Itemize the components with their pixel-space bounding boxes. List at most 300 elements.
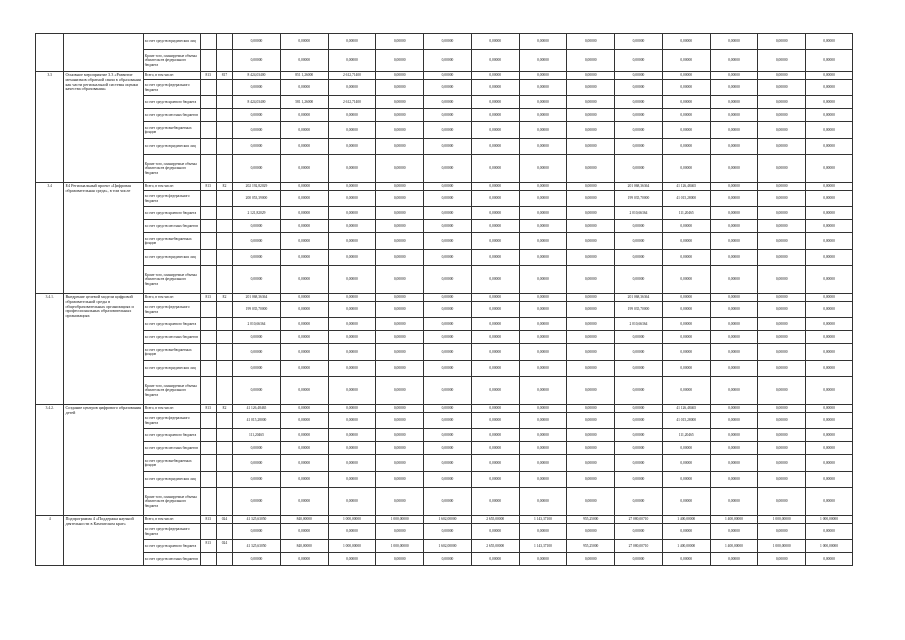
amount-cell: 1 602,00000 xyxy=(424,540,472,553)
amount-cell: 0,00000 xyxy=(806,302,853,318)
funding-source-cell: за счет средств местных бюджетов xyxy=(143,220,200,233)
amount-cell: 0,00000 xyxy=(710,455,758,472)
code-cell: Е2 xyxy=(216,294,232,302)
amount-cell: 0,00000 xyxy=(376,155,424,183)
code-cell xyxy=(200,361,216,377)
amount-cell: 0,00000 xyxy=(519,183,567,191)
amount-cell: 0,00000 xyxy=(280,266,328,294)
amount-cell: 0,00000 xyxy=(806,266,853,294)
amount-cell: 0,00000 xyxy=(376,429,424,442)
amount-cell: 111,20465 xyxy=(233,429,281,442)
table-row xyxy=(36,96,853,109)
amount-cell: 1 400,00000 xyxy=(710,540,758,553)
funding-source-cell: Кроме того, планируемые объемы обязательств федерального бюджета xyxy=(143,488,200,516)
code-cell xyxy=(216,377,232,405)
code-cell xyxy=(216,50,232,72)
funding-source-cell: за счет средств местных бюджетов xyxy=(143,331,200,344)
amount-cell: 0,00000 xyxy=(806,183,853,191)
amount-cell: 840,00000 xyxy=(280,516,328,524)
code-cell xyxy=(216,233,232,250)
amount-cell: 0,00000 xyxy=(710,472,758,488)
code-cell xyxy=(200,96,216,109)
amount-cell: 0,00000 xyxy=(328,183,376,191)
amount-cell: 201 068,36364 xyxy=(615,294,663,302)
amount-cell: 0,00000 xyxy=(519,524,567,540)
amount-cell: 1 000,00000 xyxy=(376,540,424,553)
amount-cell: 0,00000 xyxy=(328,361,376,377)
amount-cell: 0,00000 xyxy=(280,344,328,361)
amount-cell: 0,00000 xyxy=(280,331,328,344)
code-cell xyxy=(216,331,232,344)
funding-source-cell: за счет средств юридических лиц xyxy=(143,34,200,50)
amount-cell: 0,00000 xyxy=(662,472,710,488)
amount-cell: 0,00000 xyxy=(519,488,567,516)
table-row xyxy=(36,488,853,516)
amount-cell: 0,00000 xyxy=(328,122,376,139)
amount-cell: 0,00000 xyxy=(233,155,281,183)
code-cell: 813 xyxy=(200,294,216,302)
amount-cell: 0,00000 xyxy=(567,155,615,183)
amount-cell: 0,00000 xyxy=(710,139,758,155)
code-cell xyxy=(216,488,232,516)
table-row xyxy=(36,553,853,566)
funding-source-cell: за счет средств местных бюджетов xyxy=(143,109,200,122)
amount-cell: 0,00000 xyxy=(519,429,567,442)
amount-cell: 0,00000 xyxy=(567,122,615,139)
amount-cell: 0,00000 xyxy=(280,34,328,50)
amount-cell: 0,00000 xyxy=(280,553,328,566)
amount-cell: 1 143,37100 xyxy=(519,516,567,524)
amount-cell: 0,00000 xyxy=(662,344,710,361)
code-cell xyxy=(216,191,232,207)
amount-cell: 0,00000 xyxy=(471,331,519,344)
amount-cell: 0,00000 xyxy=(424,155,472,183)
table-row xyxy=(36,266,853,294)
amount-cell: 0,00000 xyxy=(471,413,519,429)
amount-cell: 0,00000 xyxy=(376,183,424,191)
amount-cell: 0,00000 xyxy=(328,553,376,566)
code-cell xyxy=(200,553,216,566)
amount-cell: 0,00000 xyxy=(567,191,615,207)
amount-cell: 0,00000 xyxy=(567,488,615,516)
amount-cell: 0,00000 xyxy=(806,34,853,50)
code-cell: 813 xyxy=(200,516,216,524)
amount-cell: 0,00000 xyxy=(615,233,663,250)
amount-cell: 0,00000 xyxy=(280,442,328,455)
budget-table xyxy=(35,33,853,566)
amount-cell: 0,00000 xyxy=(328,405,376,413)
amount-cell: 0,00000 xyxy=(280,80,328,96)
amount-cell: 0,00000 xyxy=(758,302,806,318)
amount-cell: 0,00000 xyxy=(567,34,615,50)
amount-cell: 0,00000 xyxy=(519,207,567,220)
amount-cell: 0,00000 xyxy=(519,472,567,488)
amount-cell: 0,00000 xyxy=(806,294,853,302)
amount-cell: 0,00000 xyxy=(806,96,853,109)
amount-cell: 0,00000 xyxy=(615,488,663,516)
amount-cell: 0,00000 xyxy=(662,96,710,109)
amount-cell: 0,00000 xyxy=(615,266,663,294)
amount-cell: 0,00000 xyxy=(710,220,758,233)
amount-cell: 0,00000 xyxy=(519,442,567,455)
amount-cell: 27 080,00710 xyxy=(615,540,663,553)
amount-cell: 0,00000 xyxy=(519,139,567,155)
amount-cell: 0,00000 xyxy=(376,302,424,318)
amount-cell: 1 000,00000 xyxy=(328,516,376,524)
amount-cell: 0,00000 xyxy=(280,455,328,472)
amount-cell: 0,00000 xyxy=(758,155,806,183)
program-name-cell: Основное мероприятие 3.3 «Развитие механизмов обратной связи в образовании как части региональной системы оценки качества образования» xyxy=(64,72,143,183)
amount-cell: 0,00000 xyxy=(710,96,758,109)
amount-cell: 0,00000 xyxy=(424,361,472,377)
funding-source-cell: за счет средств федерального бюджета xyxy=(143,191,200,207)
code-cell xyxy=(200,50,216,72)
amount-cell: 0,00000 xyxy=(806,413,853,429)
amount-cell: 0,00000 xyxy=(376,122,424,139)
funding-source-cell: за счет средств краевого бюджета xyxy=(143,96,200,109)
amount-cell: 0,00000 xyxy=(519,553,567,566)
amount-cell: 0,00000 xyxy=(662,488,710,516)
table-row xyxy=(36,429,853,442)
amount-cell: 0,00000 xyxy=(280,250,328,266)
amount-cell: 201 068,36364 xyxy=(615,183,663,191)
amount-cell: 202 192,82029 xyxy=(233,183,281,191)
amount-cell: 0,00000 xyxy=(615,122,663,139)
funding-source-cell: Кроме того, планируемые объемы обязательств федерального бюджета xyxy=(143,50,200,72)
amount-cell: 2 612,71400 xyxy=(328,72,376,80)
amount-cell: 0,00000 xyxy=(662,72,710,80)
amount-cell: 0,00000 xyxy=(519,233,567,250)
amount-cell: 0,00000 xyxy=(424,207,472,220)
amount-cell: 201 068,36364 xyxy=(233,294,281,302)
amount-cell: 0,00000 xyxy=(806,455,853,472)
amount-cell: 0,00000 xyxy=(710,72,758,80)
amount-cell: 0,00000 xyxy=(662,524,710,540)
code-cell xyxy=(200,377,216,405)
code-cell xyxy=(216,139,232,155)
amount-cell: 0,00000 xyxy=(710,250,758,266)
amount-cell: 0,00000 xyxy=(328,442,376,455)
amount-cell: 0,00000 xyxy=(471,361,519,377)
amount-cell: 0,00000 xyxy=(233,220,281,233)
amount-cell: 0,00000 xyxy=(424,183,472,191)
amount-cell: 0,00000 xyxy=(376,455,424,472)
code-cell xyxy=(200,302,216,318)
amount-cell: 955,25000 xyxy=(567,540,615,553)
amount-cell: 0,00000 xyxy=(471,405,519,413)
amount-cell: 0,00000 xyxy=(615,405,663,413)
amount-cell: 0,00000 xyxy=(758,455,806,472)
funding-source-cell: Всего, в том числе: xyxy=(143,183,200,191)
amount-cell: 0,00000 xyxy=(758,318,806,331)
table-row xyxy=(36,524,853,540)
amount-cell: 0,00000 xyxy=(233,80,281,96)
amount-cell: 0,00000 xyxy=(662,50,710,72)
amount-cell: 0,00000 xyxy=(376,250,424,266)
amount-cell: 0,00000 xyxy=(424,122,472,139)
table-row xyxy=(36,250,853,266)
amount-cell: 0,00000 xyxy=(328,207,376,220)
amount-cell: 0,00000 xyxy=(471,318,519,331)
amount-cell: 0,00000 xyxy=(567,250,615,266)
amount-cell: 0,00000 xyxy=(758,72,806,80)
amount-cell: 0,00000 xyxy=(662,553,710,566)
code-cell xyxy=(200,429,216,442)
amount-cell: 0,00000 xyxy=(710,302,758,318)
amount-cell: 0,00000 xyxy=(424,405,472,413)
funding-source-cell: Всего, в том числе: xyxy=(143,72,200,80)
amount-cell: 0,00000 xyxy=(615,331,663,344)
amount-cell: 0,00000 xyxy=(280,294,328,302)
amount-cell: 0,00000 xyxy=(376,294,424,302)
amount-cell: 0,00000 xyxy=(567,294,615,302)
table-row xyxy=(36,442,853,455)
funding-source-cell: Кроме того, планируемые объемы обязательств федерального бюджета xyxy=(143,377,200,405)
amount-cell: 840,00000 xyxy=(280,540,328,553)
amount-cell: 199 035,70000 xyxy=(615,191,663,207)
amount-cell: 0,00000 xyxy=(758,250,806,266)
amount-cell: 0,00000 xyxy=(758,344,806,361)
program-name-cell: Создание центров цифрового образования детей xyxy=(64,405,143,516)
amount-cell: 0,00000 xyxy=(376,553,424,566)
amount-cell: 0,00000 xyxy=(328,34,376,50)
amount-cell: 0,00000 xyxy=(328,331,376,344)
amount-cell: 0,00000 xyxy=(376,361,424,377)
amount-cell: 0,00000 xyxy=(233,109,281,122)
amount-cell: 0,00000 xyxy=(376,50,424,72)
funding-source-cell: Кроме того, планируемые объемы обязательств федерального бюджета xyxy=(143,266,200,294)
amount-cell: 0,00000 xyxy=(758,442,806,455)
funding-source-cell: за счет средств юридических лиц xyxy=(143,139,200,155)
program-name-cell: Внедрение целевой модели цифровой образовательной среды в общеобразовательных организациях и профессиональных образовательных организациях xyxy=(64,294,143,405)
amount-cell: 0,00000 xyxy=(615,429,663,442)
amount-cell: 0,00000 xyxy=(806,331,853,344)
amount-cell: 0,00000 xyxy=(519,318,567,331)
amount-cell: 0,00000 xyxy=(519,302,567,318)
amount-cell: 0,00000 xyxy=(280,50,328,72)
amount-cell: 0,00000 xyxy=(376,318,424,331)
table-row xyxy=(36,302,853,318)
amount-cell: 200 053,39000 xyxy=(233,191,281,207)
amount-cell: 0,00000 xyxy=(758,266,806,294)
amount-cell: 0,00000 xyxy=(376,472,424,488)
amount-cell: 0,00000 xyxy=(519,413,567,429)
amount-cell: 0,00000 xyxy=(662,80,710,96)
amount-cell: 0,00000 xyxy=(424,553,472,566)
funding-source-cell: за счет средств краевого бюджета xyxy=(143,540,200,553)
amount-cell: 0,00000 xyxy=(710,155,758,183)
amount-cell: 0,00000 xyxy=(376,72,424,80)
amount-cell: 0,00000 xyxy=(806,429,853,442)
amount-cell: 41 325,63050 xyxy=(233,540,281,553)
amount-cell: 0,00000 xyxy=(280,302,328,318)
amount-cell: 2 010,66364 xyxy=(615,318,663,331)
code-cell xyxy=(216,250,232,266)
amount-cell: 0,00000 xyxy=(424,109,472,122)
amount-cell: 0,00000 xyxy=(280,318,328,331)
amount-cell: 0,00000 xyxy=(806,80,853,96)
amount-cell: 199 035,70000 xyxy=(233,302,281,318)
code-cell xyxy=(216,266,232,294)
amount-cell: 0,00000 xyxy=(758,139,806,155)
funding-source-cell: за счет средств юридических лиц xyxy=(143,472,200,488)
amount-cell: 1 000,00000 xyxy=(376,516,424,524)
amount-cell: 0,00000 xyxy=(280,122,328,139)
amount-cell: 0,00000 xyxy=(710,553,758,566)
amount-cell: 0,00000 xyxy=(471,72,519,80)
table-row xyxy=(36,540,853,553)
table-row xyxy=(36,50,853,72)
amount-cell: 0,00000 xyxy=(519,109,567,122)
amount-cell: 0,00000 xyxy=(233,233,281,250)
amount-cell: 2 655,00000 xyxy=(471,516,519,524)
amount-cell: 0,00000 xyxy=(519,344,567,361)
amount-cell: 0,00000 xyxy=(280,183,328,191)
code-cell xyxy=(216,455,232,472)
amount-cell: 0,00000 xyxy=(471,266,519,294)
code-cell xyxy=(200,207,216,220)
amount-cell: 0,00000 xyxy=(758,34,806,50)
code-cell xyxy=(216,361,232,377)
amount-cell: 0,00000 xyxy=(806,405,853,413)
amount-cell: 0,00000 xyxy=(328,377,376,405)
amount-cell: 0,00000 xyxy=(567,361,615,377)
funding-source-cell: за счет средств юридических лиц xyxy=(143,250,200,266)
amount-cell: 0,00000 xyxy=(567,50,615,72)
amount-cell: 0,00000 xyxy=(758,553,806,566)
amount-cell: 0,00000 xyxy=(615,455,663,472)
amount-cell: 0,00000 xyxy=(758,331,806,344)
funding-source-cell: за счет средств местных бюджетов xyxy=(143,553,200,566)
amount-cell: 41 015,28000 xyxy=(233,413,281,429)
amount-cell: 0,00000 xyxy=(806,524,853,540)
amount-cell: 0,00000 xyxy=(758,429,806,442)
funding-source-cell: за счет средств внебюджетных фондов xyxy=(143,122,200,139)
amount-cell: 0,00000 xyxy=(328,302,376,318)
amount-cell: 0,00000 xyxy=(806,361,853,377)
amount-cell: 0,00000 xyxy=(424,472,472,488)
amount-cell: 0,00000 xyxy=(328,266,376,294)
amount-cell: 1 000,00000 xyxy=(806,516,853,524)
amount-cell: 0,00000 xyxy=(280,220,328,233)
amount-cell: 0,00000 xyxy=(424,442,472,455)
row-number-cell xyxy=(36,34,64,72)
amount-cell: 0,00000 xyxy=(615,72,663,80)
funding-source-cell: за счет средств внебюджетных фондов xyxy=(143,455,200,472)
table-row xyxy=(36,233,853,250)
funding-source-cell: Всего, в том числе: xyxy=(143,294,200,302)
amount-cell: 0,00000 xyxy=(471,96,519,109)
code-cell xyxy=(200,109,216,122)
amount-cell: 0,00000 xyxy=(328,155,376,183)
amount-cell: 0,00000 xyxy=(567,344,615,361)
code-cell: 024 xyxy=(216,516,232,524)
amount-cell: 0,00000 xyxy=(758,413,806,429)
code-cell xyxy=(216,318,232,331)
amount-cell: 41 015,28000 xyxy=(662,413,710,429)
code-cell xyxy=(200,442,216,455)
amount-cell: 0,00000 xyxy=(710,405,758,413)
amount-cell: 0,00000 xyxy=(710,294,758,302)
table-row xyxy=(36,155,853,183)
amount-cell: 0,00000 xyxy=(567,183,615,191)
amount-cell: 0,00000 xyxy=(662,455,710,472)
amount-cell: 0,00000 xyxy=(424,233,472,250)
amount-cell: 0,00000 xyxy=(471,139,519,155)
amount-cell: 0,00000 xyxy=(233,50,281,72)
row-number-cell: 3.4 xyxy=(36,183,64,294)
amount-cell: 0,00000 xyxy=(280,488,328,516)
funding-source-cell: за счет средств внебюджетных фондов xyxy=(143,344,200,361)
amount-cell: 0,00000 xyxy=(424,455,472,472)
amount-cell: 0,00000 xyxy=(710,442,758,455)
amount-cell: 0,00000 xyxy=(328,139,376,155)
amount-cell: 0,00000 xyxy=(424,220,472,233)
row-number-cell: 3.3 xyxy=(36,72,64,183)
code-cell xyxy=(200,344,216,361)
amount-cell: 0,00000 xyxy=(710,488,758,516)
amount-cell: 0,00000 xyxy=(471,442,519,455)
amount-cell: 0,00000 xyxy=(233,472,281,488)
amount-cell: 0,00000 xyxy=(424,50,472,72)
code-cell xyxy=(216,80,232,96)
amount-cell: 0,00000 xyxy=(567,207,615,220)
code-cell xyxy=(216,302,232,318)
amount-cell: 0,00000 xyxy=(471,302,519,318)
code-cell xyxy=(200,139,216,155)
code-cell xyxy=(216,96,232,109)
amount-cell: 2 010,66364 xyxy=(233,318,281,331)
code-cell xyxy=(216,109,232,122)
amount-cell: 0,00000 xyxy=(806,233,853,250)
table-row xyxy=(36,109,853,122)
amount-cell: 0,00000 xyxy=(710,207,758,220)
amount-cell: 0,00000 xyxy=(424,34,472,50)
amount-cell: 0,00000 xyxy=(758,122,806,139)
amount-cell: 0,00000 xyxy=(471,183,519,191)
amount-cell: 0,00000 xyxy=(615,361,663,377)
amount-cell: 0,00000 xyxy=(376,524,424,540)
amount-cell: 1 602,00000 xyxy=(424,516,472,524)
amount-cell: 1 143,37100 xyxy=(519,540,567,553)
amount-cell: 0,00000 xyxy=(662,294,710,302)
amount-cell: 0,00000 xyxy=(710,429,758,442)
amount-cell: 0,00000 xyxy=(662,220,710,233)
code-cell xyxy=(200,472,216,488)
amount-cell: 1 400,00000 xyxy=(662,516,710,524)
amount-cell: 0,00000 xyxy=(519,96,567,109)
table-row xyxy=(36,80,853,96)
amount-cell: 0,00000 xyxy=(280,139,328,155)
funding-source-cell: за счет средств юридических лиц xyxy=(143,361,200,377)
code-cell xyxy=(200,233,216,250)
amount-cell: 0,00000 xyxy=(471,220,519,233)
amount-cell: 0,00000 xyxy=(758,183,806,191)
amount-cell: 0,00000 xyxy=(519,266,567,294)
amount-cell: 0,00000 xyxy=(710,331,758,344)
code-cell xyxy=(200,191,216,207)
amount-cell: 0,00000 xyxy=(567,553,615,566)
funding-source-cell: за счет средств федерального бюджета xyxy=(143,80,200,96)
amount-cell: 0,00000 xyxy=(615,220,663,233)
amount-cell: 0,00000 xyxy=(806,377,853,405)
amount-cell: 0,00000 xyxy=(662,331,710,344)
amount-cell: 0,00000 xyxy=(424,488,472,516)
amount-cell: 0,00000 xyxy=(567,72,615,80)
amount-cell: 0,00000 xyxy=(662,361,710,377)
amount-cell: 0,00000 xyxy=(758,220,806,233)
amount-cell: 0,00000 xyxy=(424,344,472,361)
